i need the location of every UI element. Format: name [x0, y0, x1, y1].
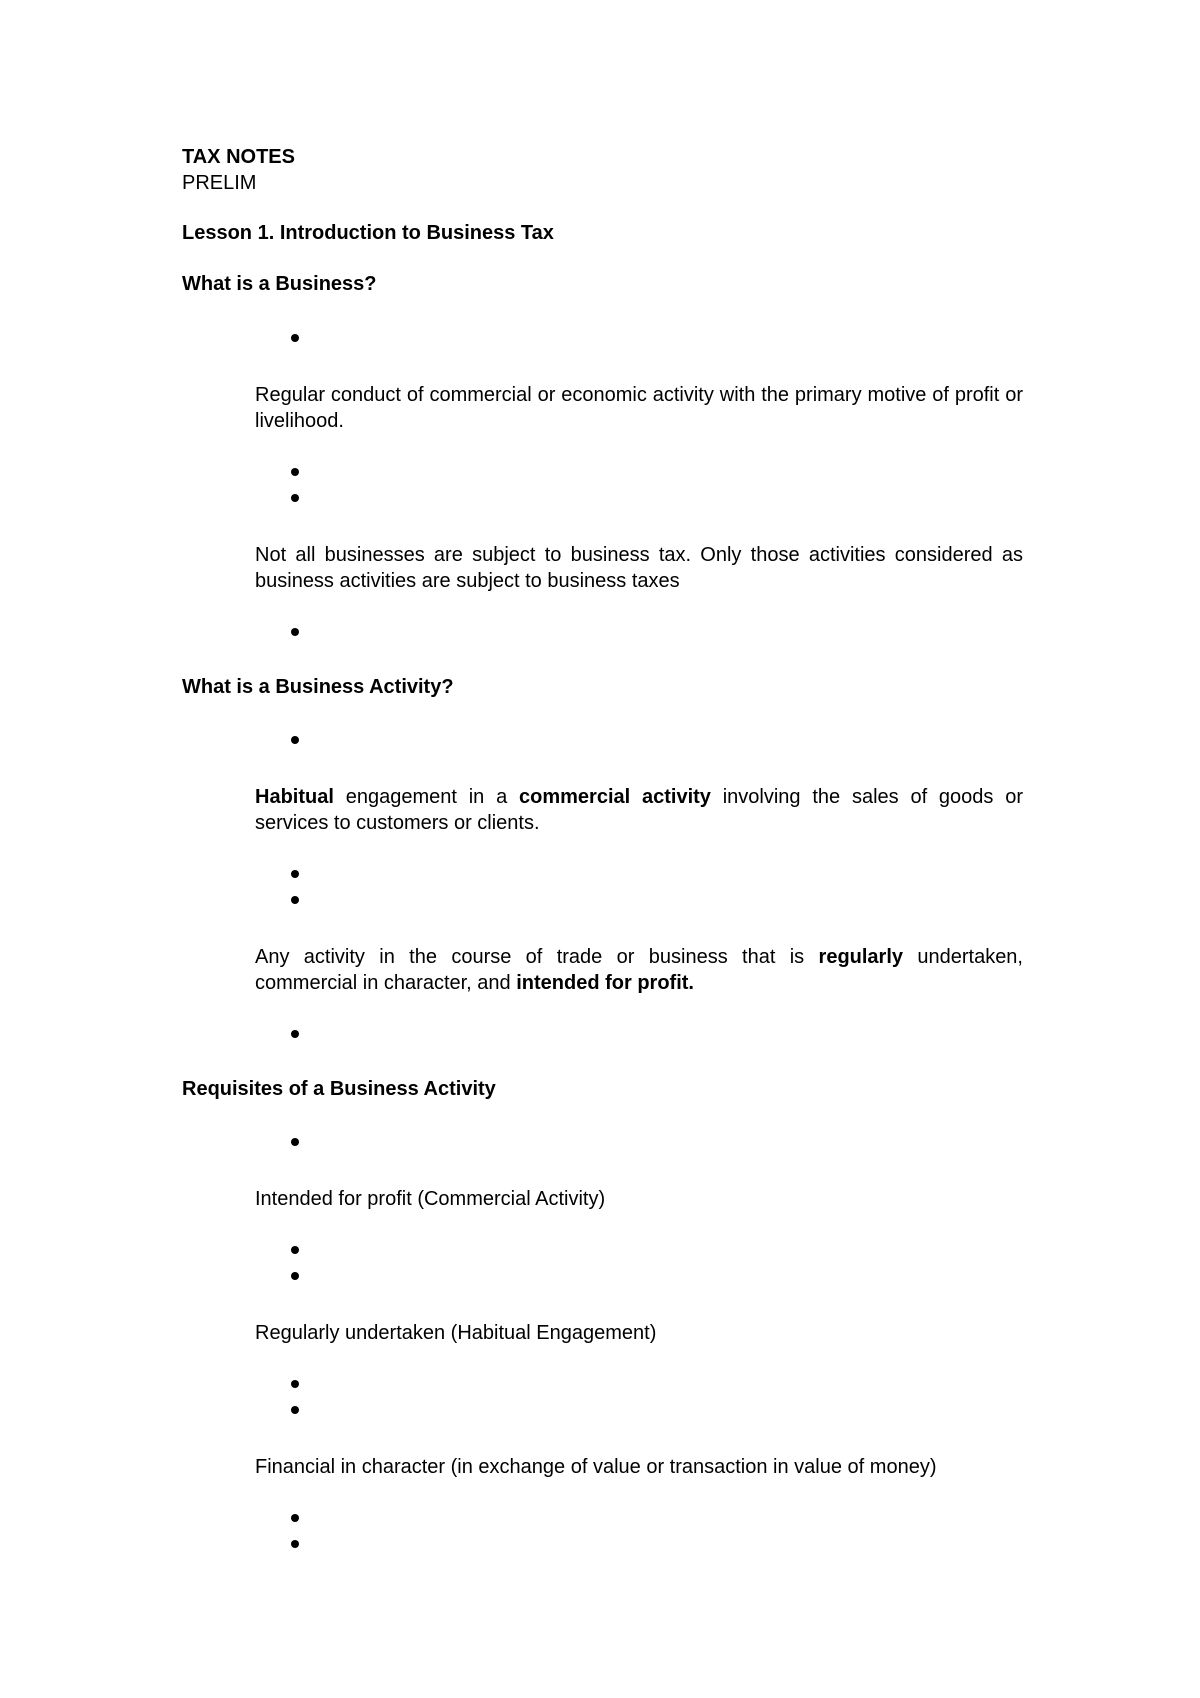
bullet-marker: [291, 1540, 299, 1548]
document-subtitle: PRELIM: [182, 172, 257, 194]
business-activity-description-paragraph: Any activity in the course of trade or business that is regularly undertaken, commercial in character, and intended for profit.: [255, 946, 1023, 994]
business-definition-paragraph: Regular conduct of commercial or economic activity with the primary motive of profit or livelihood.: [255, 384, 1023, 432]
bullet-marker: [291, 896, 299, 904]
bullet-marker: [291, 736, 299, 744]
bold-term-regularly: regularly: [818, 946, 904, 968]
requisite-item: Financial in character (in exchange of value or transaction in value of money): [255, 1456, 937, 1478]
requisite-item: Intended for profit (Commercial Activity): [255, 1188, 606, 1210]
bullet-marker: [291, 628, 299, 636]
business-activity-definition-paragraph: Habitual engagement in a commercial activity involving the sales of goods or services to customers or clients.: [255, 786, 1024, 834]
document-title: TAX NOTES: [182, 146, 295, 168]
section-heading-requisites: Requisites of a Business Activity: [182, 1078, 496, 1100]
bullet-marker: [291, 1030, 299, 1038]
bullet-marker: [291, 468, 299, 476]
bullet-marker: [291, 870, 299, 878]
bullet-marker: [291, 1138, 299, 1146]
lesson-heading: Lesson 1. Introduction to Business Tax: [182, 222, 554, 244]
requisite-item: Regularly undertaken (Habitual Engagement): [255, 1322, 657, 1344]
bullet-marker: [291, 1380, 299, 1388]
bullet-marker: [291, 1246, 299, 1254]
section-heading-business-activity: What is a Business Activity?: [182, 676, 454, 698]
bullet-marker: [291, 494, 299, 502]
section-heading-business: What is a Business?: [182, 273, 377, 295]
bullet-marker: [291, 334, 299, 342]
bullet-marker: [291, 1514, 299, 1522]
bullet-marker: [291, 1272, 299, 1280]
bullet-marker: [291, 1406, 299, 1414]
bold-term-commercial-activity: commercial activity: [519, 786, 711, 808]
business-tax-note-paragraph: Not all businesses are subject to business tax. Only those activities considered as business activities are subject to business taxes: [255, 544, 1023, 592]
bold-term-intended-for-profit: intended for profit.: [516, 972, 694, 994]
bold-term-habitual: Habitual: [255, 786, 334, 808]
